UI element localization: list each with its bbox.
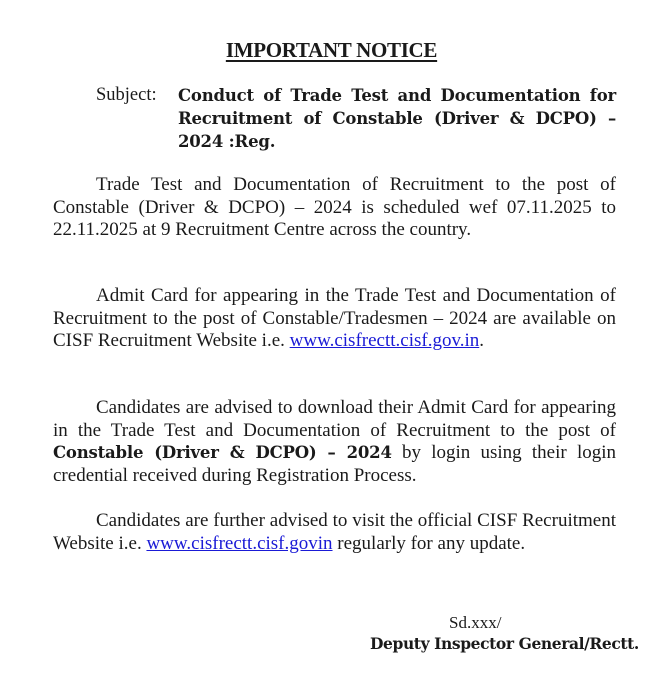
paragraph-visit-website (53, 510, 616, 555)
official-website-link[interactable]: www.cisfrectt.cisf.govin (146, 532, 333, 554)
subject-text: Conduct of Trade Test and Documentation for Recruitment of Constable (Driver & DCPO) – 2024 :Reg. (178, 86, 616, 151)
paragraph-text: regularly for any update. (332, 532, 526, 554)
paragraph-text: . (479, 330, 484, 351)
paragraph-text: Candidates are advised to download their Admit Card for appearing in the Trade Test and Documentation of Recruitment to the post of (53, 397, 616, 441)
signature-sd: Sd.xxx/ (449, 613, 502, 632)
paragraph-schedule: Trade Test and Documentation of Recruitment to the post of Constable (Driver & DCPO) – 2024 is scheduled wef 07.11.2025 to 22.11.2025 at 9 Recruitment Centre across the country. (53, 174, 616, 240)
paragraph-text: by login using their login credential received during Registration Process. (53, 442, 616, 486)
paragraph-text: Candidates are further advised to visit the official CISF Recruitment Website i.e. (53, 510, 616, 554)
paragraph-download-advice (53, 397, 616, 487)
signature-designation: Deputy Inspector General/Rectt. (370, 634, 639, 653)
paragraph-text: Admit Card for appearing in the Trade Test and Documentation of Recruitment to the post of Constable/Tradesmen – 2024 are available on CISF Recruitment Website i.e. (53, 285, 616, 351)
post-name-bold: Constable (Driver & DCPO) – 2024 (53, 443, 392, 462)
notice-title: IMPORTANT NOTICE (225, 38, 438, 62)
paragraph-admit-card-availability (53, 285, 616, 353)
recruitment-website-link[interactable]: www.cisfrectt.cisf.gov.in (289, 330, 480, 351)
subject-label: Subject: (96, 85, 157, 105)
